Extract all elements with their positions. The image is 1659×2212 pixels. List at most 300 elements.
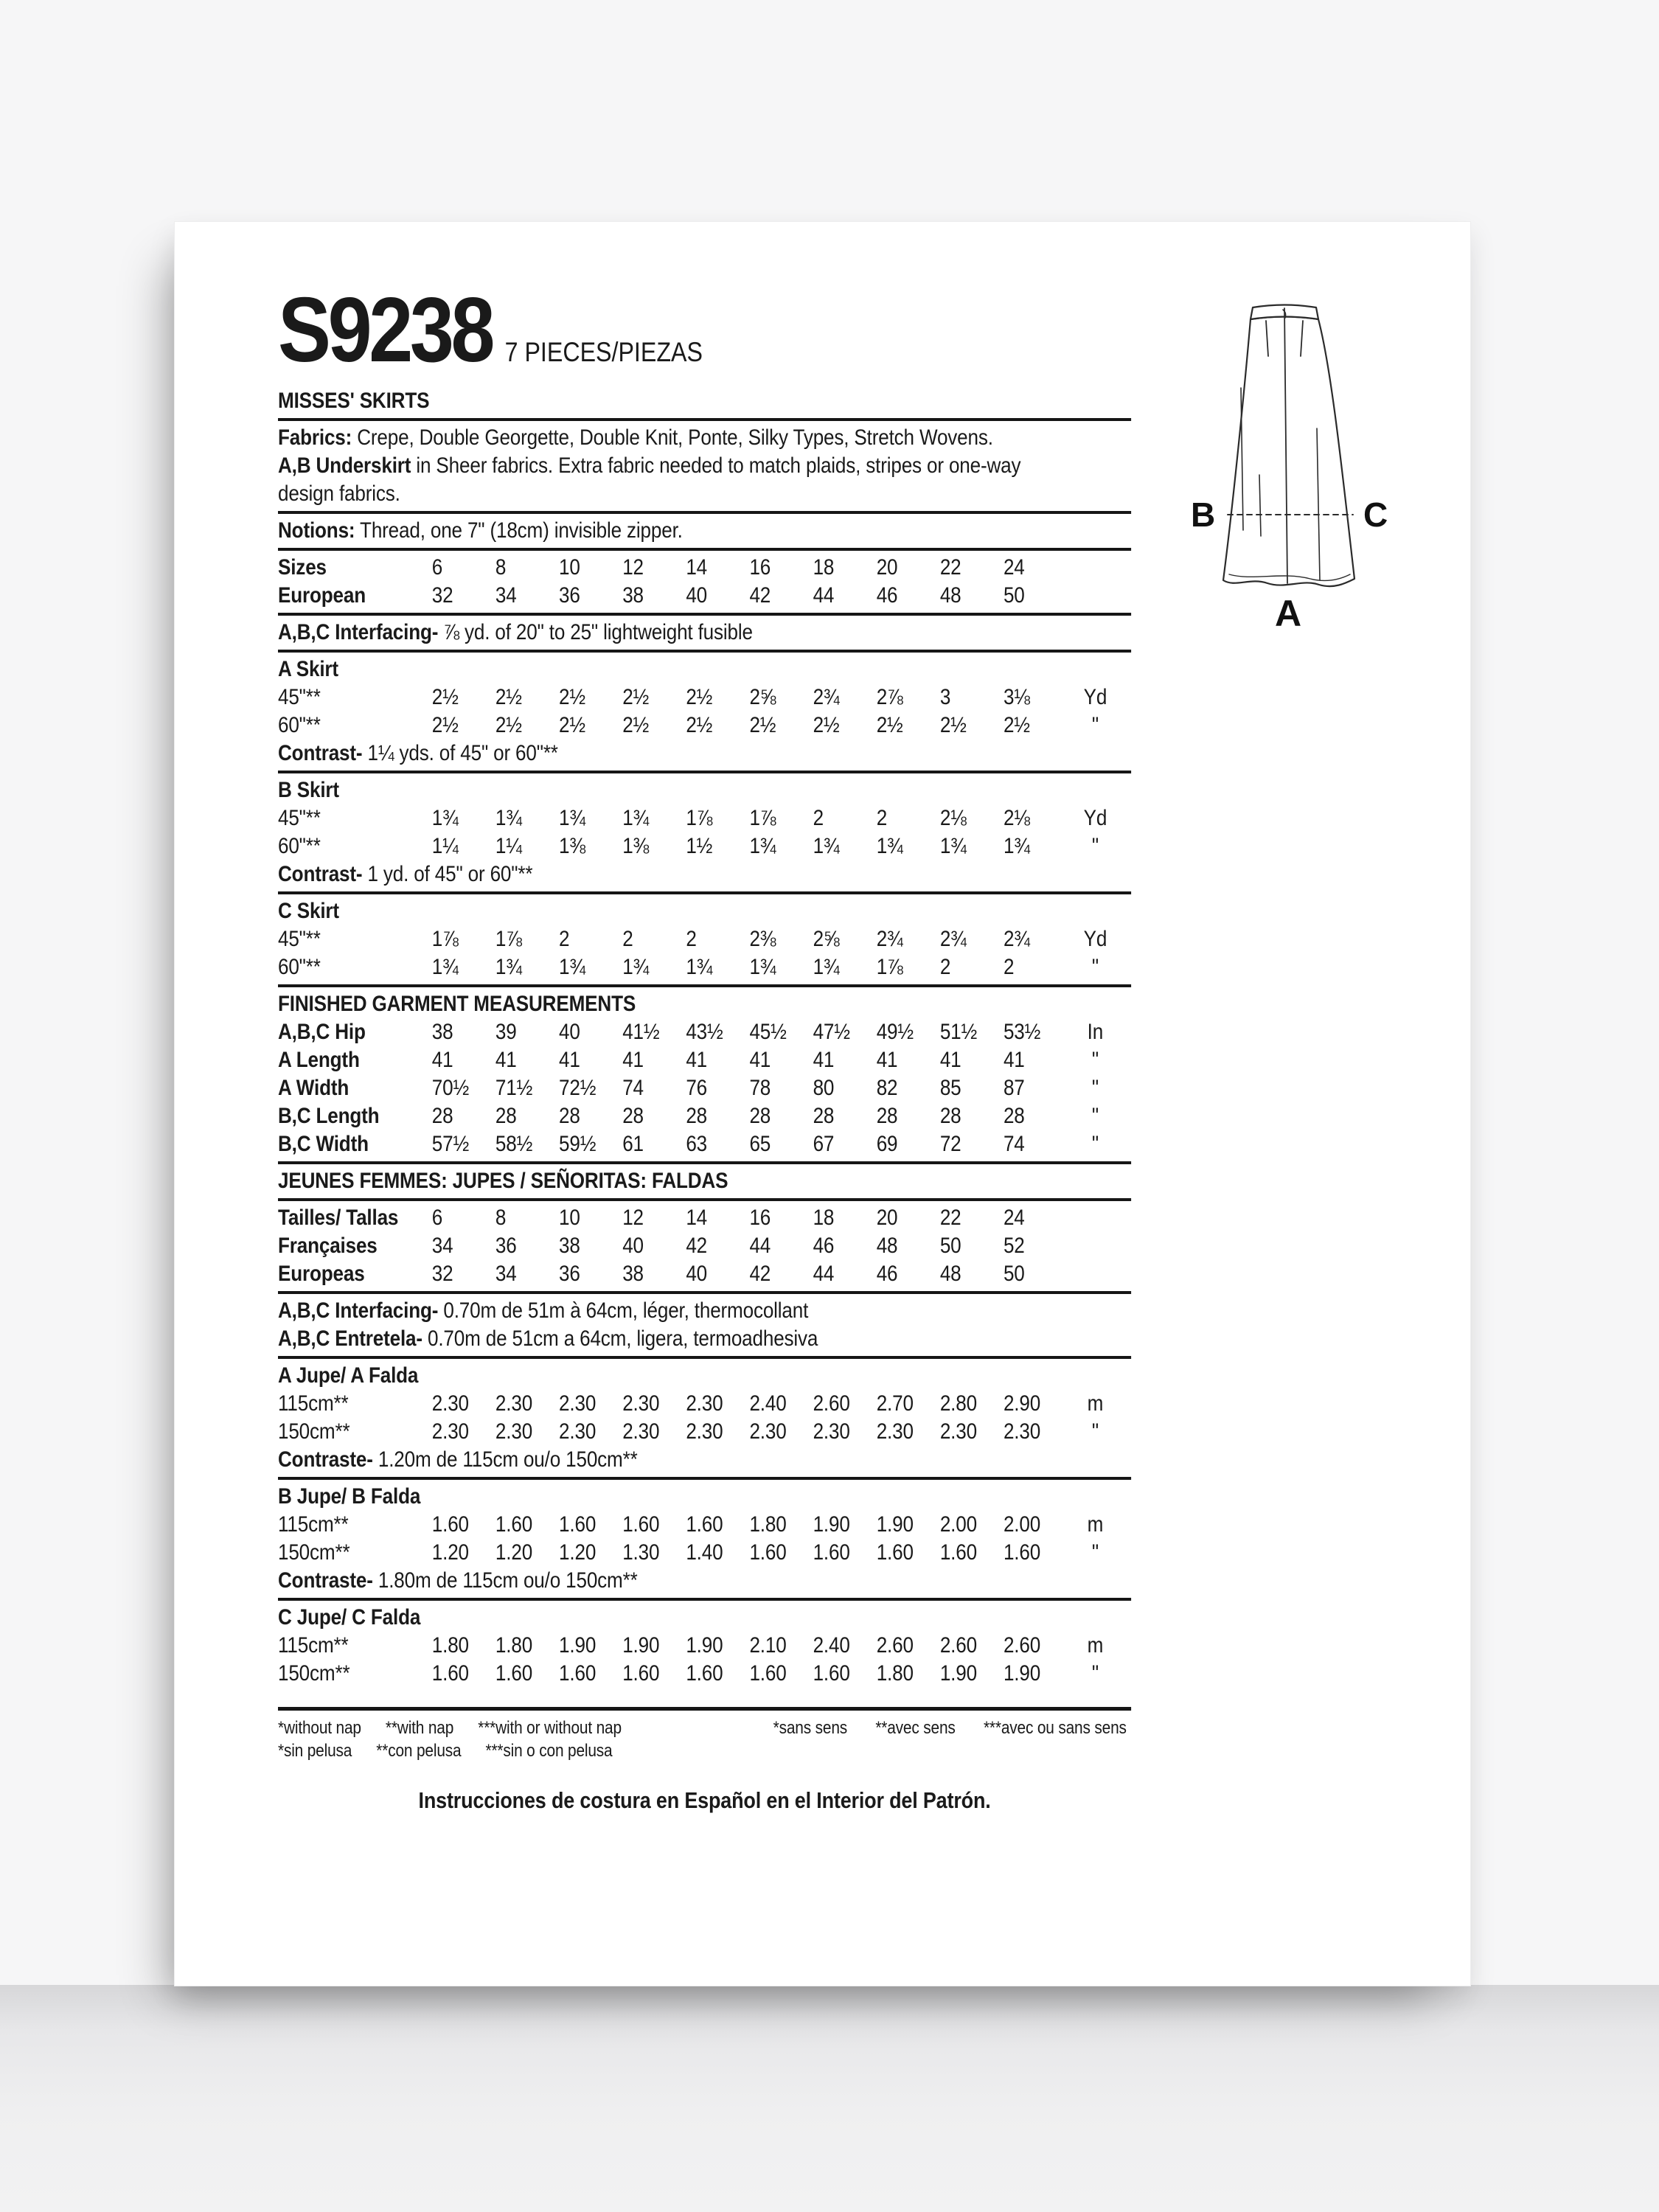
table-row — [278, 1204, 1131, 1232]
text-line — [278, 860, 1131, 888]
cell-value: 70½ — [431, 1076, 470, 1100]
cell-value: 2⅝ — [749, 685, 776, 709]
unit-cell: m — [1087, 1391, 1104, 1416]
cell-value: 1⅞ — [495, 927, 522, 951]
divider-rule — [278, 771, 1131, 773]
cell-value: 44 — [749, 1234, 771, 1258]
cell-value: 1¾ — [749, 834, 776, 858]
cell-value: 1.80 — [876, 1661, 914, 1686]
bold-label: Contrast- — [278, 741, 363, 765]
cell-value: 1.60 — [686, 1512, 723, 1537]
envelope-text-content — [278, 274, 1131, 1815]
bold-label: Notions: — [278, 518, 355, 543]
cell-value: 61 — [622, 1132, 644, 1156]
cell-value: 1.80 — [749, 1512, 787, 1537]
cell-value: 45½ — [749, 1020, 787, 1044]
row-label: 115cm** — [278, 1512, 349, 1537]
text-line — [278, 1567, 1131, 1595]
cell-value: 41 — [813, 1048, 835, 1072]
footnote-item: ***sin o con pelusa — [485, 1741, 613, 1761]
cell-value: 41 — [876, 1048, 898, 1072]
cell-value: 2.60 — [813, 1391, 850, 1416]
cell-value: 32 — [431, 1262, 453, 1286]
cell-value: 2.90 — [1003, 1391, 1041, 1416]
cell-value: 2 — [1003, 955, 1015, 979]
cell-value: 72 — [939, 1132, 961, 1156]
bold-label: A,B,C Interfacing- — [278, 620, 439, 644]
row-label: 60"** — [278, 713, 321, 737]
cell-value: 2 — [939, 955, 951, 979]
divider-rule — [278, 1161, 1131, 1164]
cell-value: 87 — [1003, 1076, 1025, 1100]
cell-value: 2½ — [939, 713, 967, 737]
cell-value: 2⅞ — [876, 685, 903, 709]
row-label: A Length — [278, 1048, 360, 1072]
text-line — [278, 452, 1131, 480]
pattern-number: S9238 — [278, 279, 493, 381]
table-row — [278, 1260, 1131, 1288]
row-label: A,B,C Hip — [278, 1020, 366, 1044]
table-row — [278, 1418, 1131, 1446]
cell-value: 2½ — [431, 685, 459, 709]
unit-cell: " — [1091, 1048, 1099, 1072]
cell-value: 65 — [749, 1132, 771, 1156]
cell-value: 2¾ — [939, 927, 967, 951]
spanish-instructions-note: Instrucciones de costura en Español en el Interior del Patrón. — [418, 1787, 991, 1813]
unit-cell: m — [1087, 1512, 1104, 1537]
unit-cell: " — [1091, 1104, 1099, 1128]
cell-value: 57½ — [431, 1132, 470, 1156]
cell-value: 1.40 — [686, 1540, 723, 1565]
cell-value: 1¾ — [939, 834, 967, 858]
footnote-item: ***avec ou sans sens — [983, 1718, 1127, 1738]
footnote-line — [278, 1717, 1131, 1739]
cell-value: 28 — [813, 1104, 835, 1128]
cell-value: 16 — [749, 555, 771, 580]
cell-value: 1⅜ — [559, 834, 586, 858]
cell-value: 40 — [686, 1262, 708, 1286]
cell-value: 44 — [813, 583, 835, 608]
cell-value: 36 — [495, 1234, 517, 1258]
cell-value: 28 — [559, 1104, 580, 1128]
cell-value: 34 — [431, 1234, 453, 1258]
cell-value: 1⅞ — [686, 806, 713, 830]
cell-value: 2⅛ — [1003, 806, 1030, 830]
divider-rule — [278, 1477, 1131, 1480]
bold-label: Contraste- — [278, 1568, 373, 1593]
cell-value: 2.30 — [559, 1419, 597, 1444]
text-line — [278, 1325, 1131, 1353]
cell-value: 2.10 — [749, 1633, 787, 1658]
row-label: European — [278, 583, 366, 608]
cell-value: 2.60 — [1003, 1633, 1041, 1658]
cell-value: 46 — [813, 1234, 835, 1258]
cell-value: 42 — [749, 1262, 771, 1286]
row-label: 45"** — [278, 806, 321, 830]
table-row — [278, 1102, 1131, 1130]
cell-value: 34 — [495, 1262, 517, 1286]
cell-value: 2.30 — [813, 1419, 850, 1444]
divider-rule — [278, 984, 1131, 987]
row-label: 150cm** — [278, 1540, 350, 1565]
cell-value: 2.30 — [622, 1419, 660, 1444]
cell-value: 59½ — [559, 1132, 597, 1156]
row-label: 115cm** — [278, 1633, 349, 1658]
cell-value: 2.30 — [431, 1391, 469, 1416]
cell-value: 1.60 — [622, 1512, 660, 1537]
divider-rule — [278, 613, 1131, 616]
cell-value: 48 — [939, 1262, 961, 1286]
cell-value: 1¼ — [495, 834, 522, 858]
cell-value: 2.40 — [813, 1633, 850, 1658]
cell-value: 74 — [1003, 1132, 1025, 1156]
footnote-item: ***with or without nap — [478, 1718, 622, 1738]
cell-value: 28 — [939, 1104, 961, 1128]
row-label: Europeas — [278, 1262, 365, 1286]
cell-value: 1.20 — [431, 1540, 469, 1565]
table-row — [278, 1232, 1131, 1260]
footnote-item: **con pelusa — [376, 1741, 462, 1761]
cell-value: 12 — [622, 555, 644, 580]
cell-value: 20 — [876, 1206, 898, 1230]
cell-value: 28 — [749, 1104, 771, 1128]
unit-cell: " — [1091, 834, 1099, 858]
table-row — [278, 953, 1131, 981]
cell-value: 67 — [813, 1132, 835, 1156]
divider-rule — [278, 1356, 1131, 1359]
cell-value: 1.90 — [813, 1512, 850, 1537]
cell-value: 34 — [495, 583, 517, 608]
cell-value: 10 — [559, 555, 580, 580]
cell-value: 2 — [559, 927, 570, 951]
cell-value: 3 — [939, 685, 951, 709]
cell-value: 38 — [559, 1234, 580, 1258]
skirt-line-drawing — [1186, 293, 1397, 639]
cell-value: 2⅜ — [749, 927, 776, 951]
view-a-label: A — [1275, 593, 1302, 634]
unit-cell: Yd — [1083, 685, 1107, 709]
cell-value: 41 — [686, 1048, 708, 1072]
text-segment: 0.70m de 51m à 64cm, léger, thermocollant — [438, 1298, 809, 1323]
cell-value: 38 — [622, 583, 644, 608]
cell-value: 32 — [431, 583, 453, 608]
cell-value: 40 — [686, 583, 708, 608]
footnote-item: *sans sens — [773, 1718, 848, 1738]
cell-value: 28 — [622, 1104, 644, 1128]
table-row — [278, 1018, 1131, 1046]
cell-value: 1.90 — [559, 1633, 597, 1658]
divider-rule — [278, 1291, 1131, 1294]
cell-value: 20 — [876, 555, 898, 580]
cell-value: 40 — [622, 1234, 644, 1258]
unit-cell — [1067, 582, 1124, 610]
unit-cell: In — [1087, 1020, 1104, 1044]
cell-value: 2.70 — [876, 1391, 914, 1416]
cell-value: 2½ — [749, 713, 776, 737]
cell-value: 1.60 — [495, 1512, 533, 1537]
cell-value: 2½ — [559, 713, 586, 737]
cell-value: 2⅛ — [939, 806, 967, 830]
cell-value: 50 — [939, 1234, 961, 1258]
cell-value: 47½ — [813, 1020, 850, 1044]
cell-value: 1¾ — [622, 806, 650, 830]
cell-value: 1.80 — [495, 1633, 533, 1658]
section-heading: A Skirt — [278, 657, 338, 681]
divider-rule — [278, 1707, 1131, 1711]
table-row — [278, 554, 1131, 582]
divider-rule — [278, 891, 1131, 894]
cell-value: 1½ — [686, 834, 713, 858]
footnote-item: **avec sens — [875, 1718, 956, 1738]
cell-value: 2.60 — [939, 1633, 977, 1658]
cell-value: 49½ — [876, 1020, 914, 1044]
cell-value: 42 — [749, 583, 771, 608]
text-line — [278, 517, 1131, 545]
divider-rule — [278, 650, 1131, 653]
cell-value: 1.60 — [749, 1540, 787, 1565]
table-row — [278, 1074, 1131, 1102]
cell-value: 36 — [559, 583, 580, 608]
cell-value: 2 — [622, 927, 633, 951]
footnote-item: *sin pelusa — [278, 1741, 352, 1761]
cell-value: 24 — [1003, 1206, 1025, 1230]
table-row — [278, 925, 1131, 953]
cell-value: 41 — [559, 1048, 580, 1072]
cell-value: 2½ — [431, 713, 459, 737]
cell-value: 80 — [813, 1076, 835, 1100]
footnote-group-spanish — [278, 1739, 773, 1762]
row-label: Sizes — [278, 555, 327, 580]
cell-value: 74 — [622, 1076, 644, 1100]
text-segment: 1¼ yds. of 45" or 60"** — [362, 741, 558, 765]
row-label: B,C Length — [278, 1104, 380, 1128]
cell-value: 22 — [939, 555, 961, 580]
cell-value: 2¾ — [813, 685, 840, 709]
cell-value: 41½ — [622, 1020, 660, 1044]
pieces-count-label: 7 PIECES/PIEZAS — [504, 337, 703, 367]
cell-value: 1¾ — [876, 834, 903, 858]
row-label: B,C Width — [278, 1132, 369, 1156]
section-heading: C Skirt — [278, 899, 339, 923]
divider-rule — [278, 1198, 1131, 1201]
cell-value: 2 — [876, 806, 888, 830]
unit-cell — [1067, 554, 1124, 582]
cell-value: 1¾ — [1003, 834, 1030, 858]
cell-value: 2.30 — [1003, 1419, 1041, 1444]
section-heading: A Jupe/ A Falda — [278, 1363, 419, 1388]
unit-cell: Yd — [1083, 806, 1107, 830]
footnotes — [278, 1717, 1131, 1762]
cell-value: 51½ — [939, 1020, 978, 1044]
cell-value: 1.60 — [431, 1512, 469, 1537]
cell-value: 14 — [686, 555, 708, 580]
view-b-label: B — [1191, 495, 1216, 534]
cell-value: 41 — [1003, 1048, 1025, 1072]
text-segment: Thread, one 7" (18cm) invisible zipper. — [355, 518, 683, 543]
cell-value: 44 — [813, 1262, 835, 1286]
table-row — [278, 712, 1131, 740]
cell-value: 2.30 — [876, 1419, 914, 1444]
cell-value: 1.90 — [1003, 1661, 1041, 1686]
cell-value: 2.30 — [559, 1391, 597, 1416]
footnote-group-french — [773, 1717, 1127, 1739]
text-segment: 1.80m de 115cm ou/o 150cm** — [372, 1568, 638, 1593]
cell-value: 6 — [431, 1206, 443, 1230]
table-row — [278, 582, 1131, 610]
divider-rule — [278, 418, 1131, 421]
table-row — [278, 1511, 1131, 1539]
table-row — [278, 684, 1131, 712]
cell-value: 1¾ — [622, 955, 650, 979]
cell-value: 1¾ — [813, 834, 840, 858]
cell-value: 1¾ — [495, 955, 522, 979]
cell-value: 24 — [1003, 555, 1025, 580]
cell-value: 69 — [876, 1132, 898, 1156]
cell-value: 2 — [813, 806, 824, 830]
cell-value: 2.80 — [939, 1391, 977, 1416]
unit-cell — [1067, 1260, 1124, 1288]
divider-rule — [278, 511, 1131, 514]
cell-value: 2½ — [495, 685, 522, 709]
text-line — [278, 740, 1131, 768]
cell-value: 1⅞ — [431, 927, 459, 951]
cell-value: 1.60 — [431, 1661, 469, 1686]
cell-value: 2.30 — [749, 1419, 787, 1444]
cell-value: 63 — [686, 1132, 708, 1156]
cell-value: 38 — [622, 1262, 644, 1286]
cell-value: 1¾ — [559, 955, 586, 979]
cell-value: 2½ — [813, 713, 840, 737]
text-segment: 1 yd. of 45" or 60"** — [362, 862, 533, 886]
cell-value: 12 — [622, 1206, 644, 1230]
cell-value: 41 — [749, 1048, 771, 1072]
table-row — [278, 1539, 1131, 1567]
bold-label: A,B,C Interfacing- — [278, 1298, 439, 1323]
cell-value: 2.30 — [495, 1391, 533, 1416]
view-c-label: C — [1363, 495, 1388, 534]
cell-value: 1⅞ — [876, 955, 903, 979]
row-label: 60"** — [278, 834, 321, 858]
cell-value: 1.60 — [813, 1540, 850, 1565]
cell-value: 39 — [495, 1020, 517, 1044]
table-row — [278, 1046, 1131, 1074]
divider-rule — [278, 548, 1131, 551]
yardage-chart — [278, 387, 1131, 1762]
cell-value: 28 — [1003, 1104, 1025, 1128]
table-row — [278, 1660, 1131, 1688]
cell-value: 2.00 — [939, 1512, 977, 1537]
cell-value: 1.90 — [686, 1633, 723, 1658]
cell-value: 2.40 — [749, 1391, 787, 1416]
footnote-item: *without nap — [278, 1718, 361, 1738]
cell-value: 28 — [495, 1104, 517, 1128]
text-segment: 0.70m de 51cm a 64cm, ligera, termoadhesiva — [422, 1326, 818, 1351]
cell-value: 1¾ — [686, 955, 713, 979]
skirt-body-outline — [1223, 317, 1354, 587]
section-heading: FINISHED GARMENT MEASUREMENTS — [278, 992, 636, 1016]
row-label: 115cm** — [278, 1391, 349, 1416]
title-bar — [278, 274, 1131, 381]
cell-value: 1¾ — [495, 806, 522, 830]
cell-value: 1.60 — [1003, 1540, 1041, 1565]
cell-value: 1¾ — [813, 955, 840, 979]
unit-cell: " — [1091, 713, 1099, 737]
cell-value: 22 — [939, 1206, 961, 1230]
footnote-group-english — [278, 1717, 773, 1739]
section-heading: B Jupe/ B Falda — [278, 1484, 421, 1509]
row-label: 150cm** — [278, 1661, 350, 1686]
cell-value: 52 — [1003, 1234, 1025, 1258]
cell-value: 1¼ — [431, 834, 459, 858]
cell-value: 1⅞ — [749, 806, 776, 830]
cell-value: 1¾ — [431, 806, 459, 830]
cell-value: 16 — [749, 1206, 771, 1230]
cell-value: 82 — [876, 1076, 898, 1100]
cell-value: 1⅜ — [622, 834, 650, 858]
cell-value: 1¾ — [431, 955, 459, 979]
cell-value: 1.60 — [813, 1661, 850, 1686]
cell-value: 78 — [749, 1076, 771, 1100]
cell-value: 46 — [876, 583, 898, 608]
cell-value: 1.80 — [431, 1633, 469, 1658]
text-segment: design fabrics. — [278, 481, 400, 506]
table-row — [278, 1632, 1131, 1660]
unit-cell: " — [1091, 1540, 1099, 1565]
cell-value: 38 — [431, 1020, 453, 1044]
section-heading: B Skirt — [278, 778, 339, 802]
text-segment: Crepe, Double Georgette, Double Knit, Ponte, Silky Types, Stretch Wovens. — [352, 425, 993, 450]
section-heading: MISSES' SKIRTS — [278, 389, 430, 413]
unit-cell — [1067, 1204, 1124, 1232]
cell-value: 1.60 — [686, 1661, 723, 1686]
bold-label: Contraste- — [278, 1447, 373, 1472]
cell-value: 14 — [686, 1206, 708, 1230]
cell-value: 48 — [876, 1234, 898, 1258]
unit-cell — [1067, 1232, 1124, 1260]
cell-value: 2.60 — [876, 1633, 914, 1658]
cell-value: 1¾ — [749, 955, 776, 979]
bold-label: Contrast- — [278, 862, 363, 886]
text-line — [278, 480, 1131, 508]
cell-value: 2.30 — [686, 1391, 723, 1416]
cell-value: 1.60 — [495, 1661, 533, 1686]
cell-value: 2½ — [686, 713, 713, 737]
unit-cell: Yd — [1083, 927, 1107, 951]
table-row — [278, 1390, 1131, 1418]
unit-cell: " — [1091, 1076, 1099, 1100]
cell-value: 41 — [939, 1048, 961, 1072]
row-label: Tailles/ Tallas — [278, 1206, 399, 1230]
cell-value: 1.60 — [749, 1661, 787, 1686]
row-label: 150cm** — [278, 1419, 350, 1444]
row-label: A Width — [278, 1076, 349, 1100]
cell-value: 1¾ — [559, 806, 586, 830]
table-row — [278, 832, 1131, 860]
bold-label: Fabrics: — [278, 425, 352, 450]
pattern-envelope-back — [174, 221, 1471, 1986]
cell-value: 72½ — [559, 1076, 597, 1100]
footnote-line — [278, 1739, 1131, 1762]
cell-value: 41 — [431, 1048, 453, 1072]
cell-value: 28 — [431, 1104, 453, 1128]
cell-value: 2.30 — [939, 1419, 977, 1444]
cell-value: 10 — [559, 1206, 580, 1230]
cell-value: 2.00 — [1003, 1512, 1041, 1537]
cell-value: 2.30 — [431, 1419, 469, 1444]
row-label: Françaises — [278, 1234, 378, 1258]
cell-value: 1.20 — [559, 1540, 597, 1565]
cell-value: 58½ — [495, 1132, 533, 1156]
